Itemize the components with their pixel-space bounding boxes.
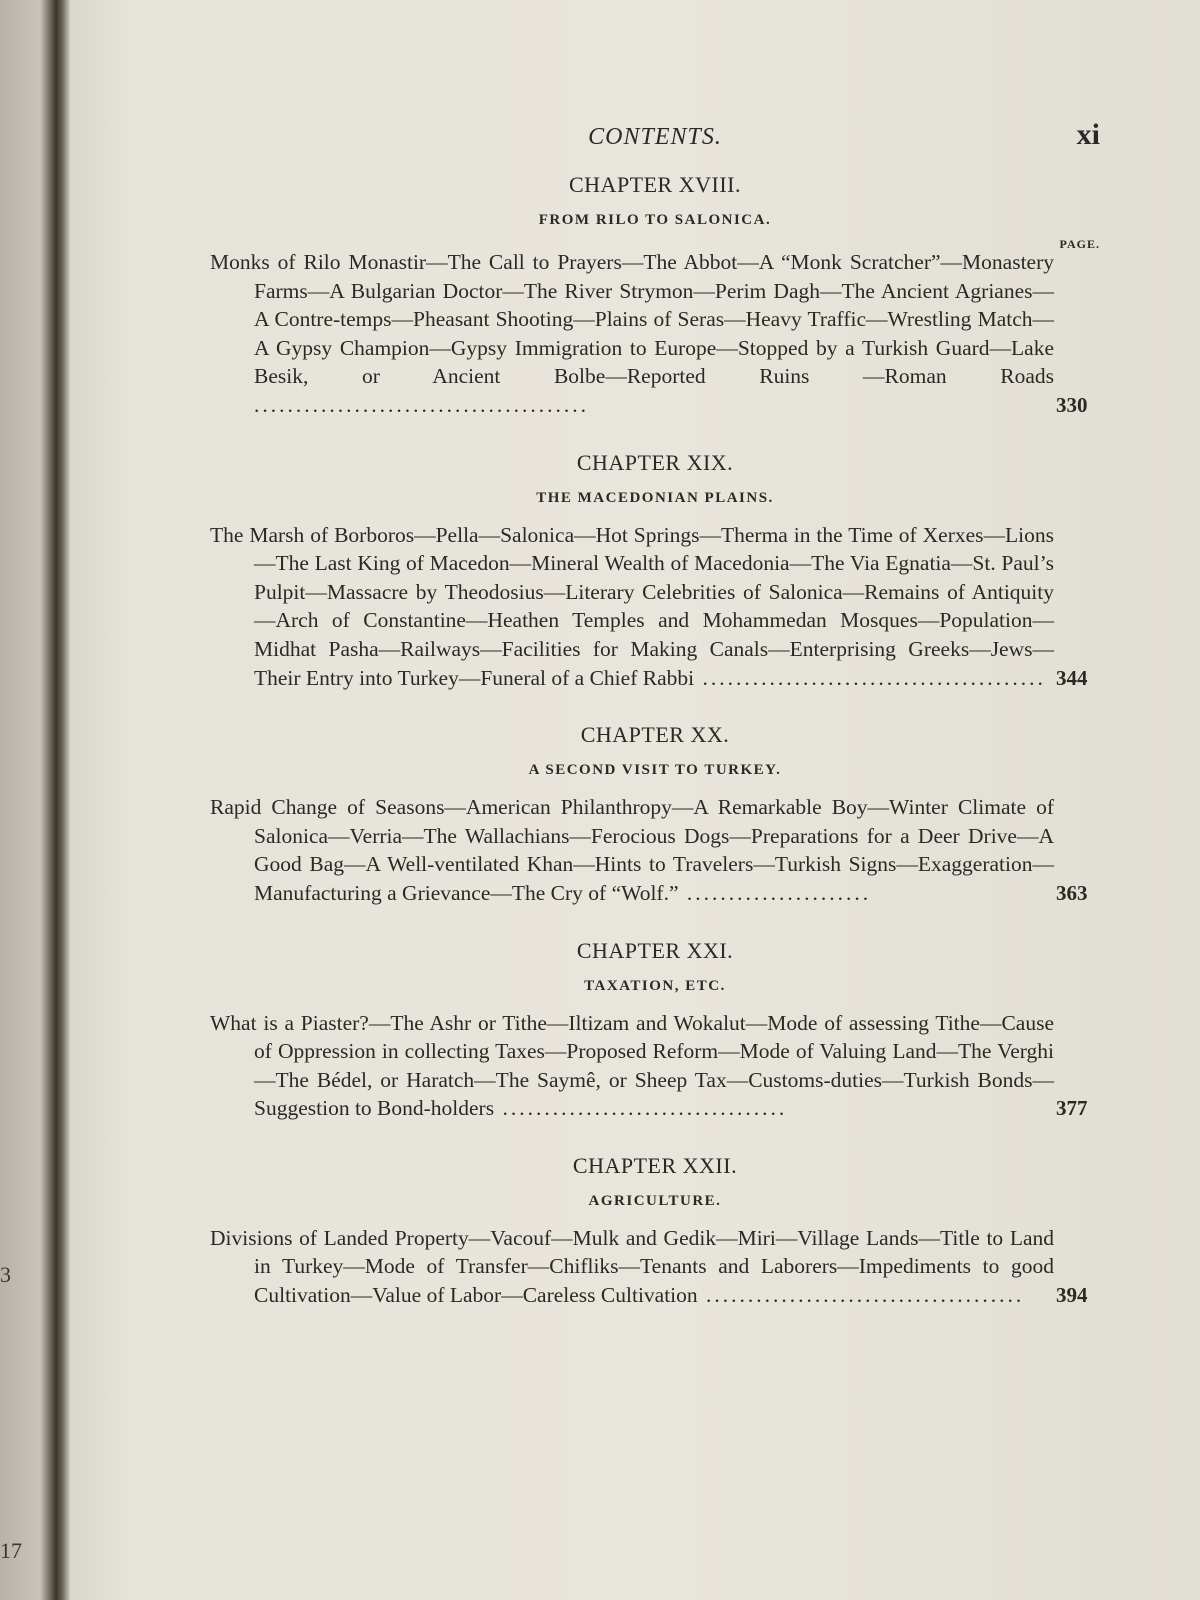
chapter-number: CHAPTER XXII. xyxy=(572,1152,738,1178)
chapter-entry xyxy=(210,172,1100,420)
chapter-summary: What is a Piaster?—The Ashr or Tithe—Iltizam and Wokalut—Mode of assessing Tithe—Cause of Oppression in collecting Taxes—Proposed Reform—Mode of Valuing Land—The Verghi—The Bédel, or Haratch—The Saymê, or Sheep Tax—Customs-duties—Turkish Bonds—Suggestion to Bond-holders .................................. 377 xyxy=(210,1010,1088,1121)
running-head xyxy=(210,118,1100,158)
running-head-title: CONTENTS. xyxy=(588,124,722,150)
dot-leader: ......................................... xyxy=(694,665,1046,690)
chapter-subtitle: A SECOND VISIT TO TURKEY. xyxy=(528,762,782,779)
contents-column xyxy=(210,118,1100,1310)
dot-leader: .................................. xyxy=(494,1096,788,1121)
left-page-folio-fragment: 3 xyxy=(0,1262,11,1287)
chapter-entry xyxy=(210,450,1100,693)
dot-leader: ...................... xyxy=(678,880,872,905)
chapter-entry xyxy=(210,1153,1100,1310)
chapter-description: Rapid Change of Seasons—American Philanthropy—A Remarkable Boy—Winter Climate of Salonica—Verria—The Wallachians—Ferocious Dogs—Preparations for a Deer Drive—A Good Bag—A Well-ventilated Khan—Hints to Travelers—Turkish Signs—Exaggeration—Manufacturing a Grievance—The Cry of “Wolf.” xyxy=(210,795,1054,905)
chapter-description: Divisions of Landed Property—Vacouf—Mulk and Gedik—Miri—Village Lands—Title to Land in Turkey—Mode of Transfer—Chifliks—Tenants and Laborers—Impediments to good Cultivation—Value of Labor—Careless Cultivation xyxy=(210,1225,1054,1308)
left-page-folio-fragment: 17 xyxy=(0,1538,22,1563)
book-page xyxy=(70,0,1200,1600)
chapter-number: CHAPTER XXI. xyxy=(576,937,734,963)
dot-leader: ...................................... xyxy=(697,1283,1025,1308)
chapter-summary: Monks of Rilo Monastir—The Call to Prayers—The Abbot—A “Monk Scratcher”—Monastery Farms—A Bulgarian Doctor—The River Strymon—Perim Dagh—The Ancient Agrianes—A Contre-temps—Pheasant Shooting—Plains of Seras—Heavy Traffic—Wrestling Match—A Gypsy Champion—Gypsy Immigration to Europe—Stopped by a Turkish Guard—Lake Besik, or Ancient Bolbe—Reported Ruins —Roman Roads ........................................ 330 xyxy=(210,250,1088,417)
chapter-description: Monks of Rilo Monastir—The Call to Prayers—The Abbot—A “Monk Scratcher”—Monastery Farms—A Bulgarian Doctor—The River Strymon—Perim Dagh—The Ancient Agrianes—A Contre-temps—Pheasant Shooting—Plains of Seras—Heavy Traffic—Wrestling Match—A Gypsy Champion—Gypsy Immigration to Europe—Stopped by a Turkish Guard—Lake Besik, or Ancient Bolbe—Reported Ruins —Roman Roads xyxy=(210,250,1054,389)
chapter-subtitle: TAXATION, ETC. xyxy=(584,977,726,994)
chapter-entry xyxy=(210,722,1100,907)
chapter-description: What is a Piaster?—The Ashr or Tithe—Iltizam and Wokalut—Mode of assessing Tithe—Cause of Oppression in collecting Taxes—Proposed Reform—Mode of Valuing Land—The Verghi—The Bédel, or Haratch—The Saymê, or Sheep Tax—Customs-duties—Turkish Bonds—Suggestion to Bond-holders xyxy=(210,1010,1054,1121)
chapter-summary: Rapid Change of Seasons—American Philanthropy—A Remarkable Boy—Winter Climate of Salonica—Verria—The Wallachians—Ferocious Dogs—Preparations for a Deer Drive—A Good Bag—A Well-ventilated Khan—Hints to Travelers—Turkish Signs—Exaggeration—Manufacturing a Grievance—The Cry of “Wolf.” ...................... 363 xyxy=(210,795,1088,905)
chapter-subtitle: AGRICULTURE. xyxy=(588,1192,722,1209)
chapter-entry xyxy=(210,938,1100,1123)
chapter-subtitle: THE MACEDONIAN PLAINS. xyxy=(536,489,774,506)
page-folio: xi xyxy=(1076,118,1100,151)
chapter-summary: Divisions of Landed Property—Vacouf—Mulk and Gedik—Miri—Village Lands—Title to Land in Turkey—Mode of Transfer—Chifliks—Tenants and Laborers—Impediments to good Cultivation—Value of Labor—Careless Cultivation ...................................... 394 xyxy=(210,1225,1088,1308)
book-gutter xyxy=(0,0,70,1600)
chapter-number: CHAPTER XVIII. xyxy=(569,172,741,197)
chapter-number: CHAPTER XX. xyxy=(580,722,730,748)
chapter-subtitle: FROM RILO TO SALONICA. xyxy=(538,212,772,228)
chapter-summary: The Marsh of Borboros—Pella—Salonica—Hot Springs—Therma in the Time of Xerxes—Lions—The Last King of Macedon—Mineral Wealth of Macedonia—The Via Egnatia—St. Paul’s Pulpit—Massacre by Theodosius—Literary Celebrities of Salonica—Remains of Antiquity—Arch of Constantine—Heathen Temples and Mohammedan Mosques—Population—Midhat Pasha—Railways—Facilities for Making Canals—Enterprising Greeks—Jews—Their Entry into Turkey—Funeral of a Chief Rabbi ......................................... 344 xyxy=(210,522,1088,690)
chapter-description: The Marsh of Borboros—Pella—Salonica—Hot Springs—Therma in the Time of Xerxes—Lions—The Last King of Macedon—Mineral Wealth of Macedonia—The Via Egnatia—St. Paul’s Pulpit—Massacre by Theodosius—Literary Celebrities of Salonica—Remains of Antiquity—Arch of Constantine—Heathen Temples and Mohammedan Mosques—Population—Midhat Pasha—Railways—Facilities for Making Canals—Enterprising Greeks—Jews—Their Entry into Turkey—Funeral of a Chief Rabbi xyxy=(210,522,1054,690)
page-column-label: PAGE. xyxy=(1059,237,1100,251)
dot-leader: ........................................ xyxy=(254,392,589,417)
chapter-number: CHAPTER XIX. xyxy=(576,449,734,475)
